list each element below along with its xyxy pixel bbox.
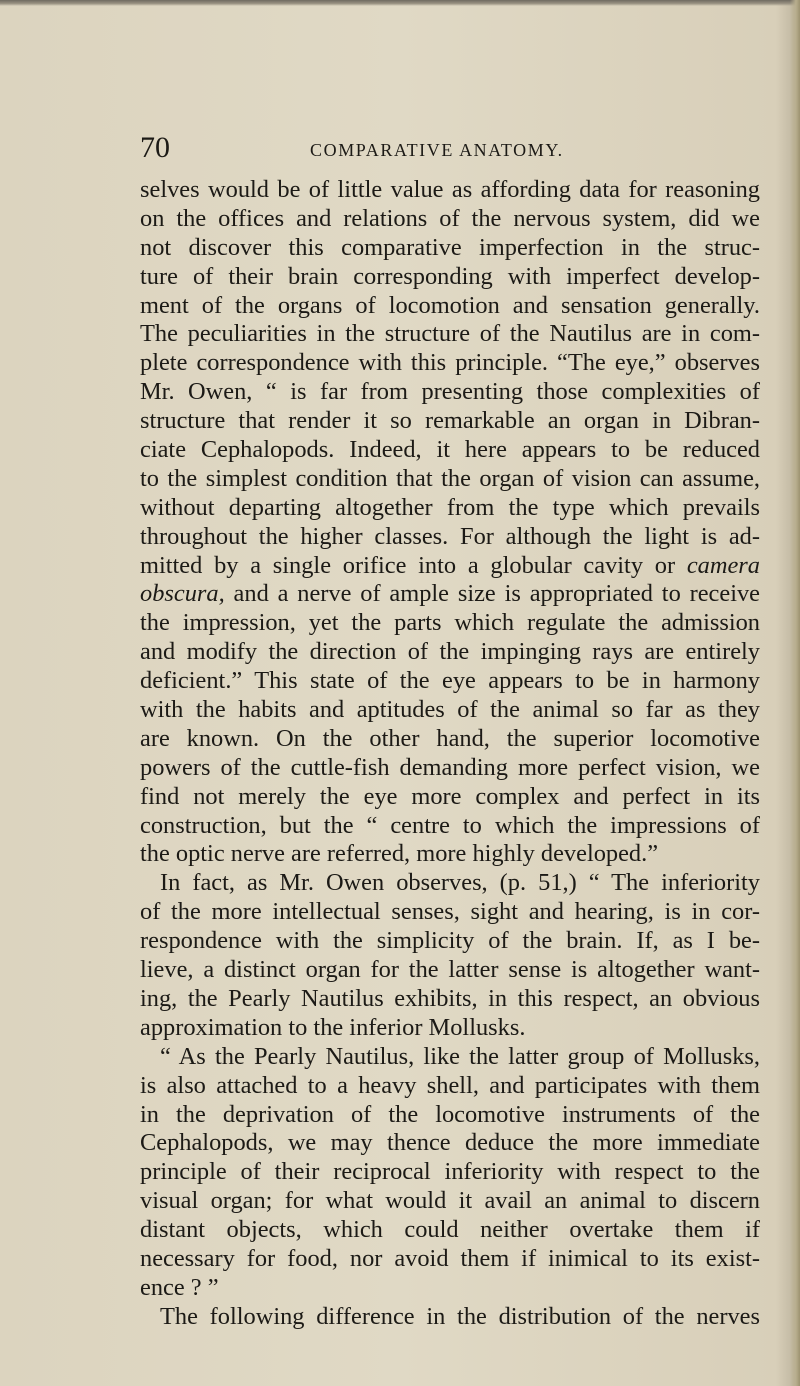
page-header: [140, 128, 760, 168]
text-line: principle of their reciprocal inferiority with respect to the: [140, 1158, 760, 1186]
text-line: the impression, yet the parts which regulate the admission: [140, 609, 760, 637]
text-line: the optic nerve are referred, more highly developed.”: [140, 840, 659, 868]
running-head: COMPARATIVE ANATOMY.: [310, 140, 564, 160]
text-line: of the more intellectual senses, sight and hearing, is in cor-: [140, 898, 760, 926]
text-line: ing, the Pearly Nautilus exhibits, in this respect, an obvious: [140, 984, 760, 1012]
italic-phrase: obscura,: [140, 580, 225, 608]
page-right-edge: [790, 0, 800, 1386]
text-line: find not merely the eye more complex and perfect in its: [140, 782, 760, 810]
text-line: ment of the organs of locomotion and sensation generally.: [140, 291, 760, 319]
body-text: [140, 176, 760, 1332]
text-line: structure that render it so remarkable an organ in Dibran-: [140, 407, 760, 435]
text-line: respondence with the simplicity of the brain. If, as I be-: [140, 927, 760, 955]
text-line: throughout the higher classes. For although the light is ad-: [140, 522, 760, 550]
italic-phrase: camera: [686, 551, 760, 579]
text-line: Mr. Owen, “ is far from presenting those complexities of: [140, 378, 760, 406]
text-line: with the habits and aptitudes of the animal so far as they: [140, 696, 760, 724]
text-line: powers of the cuttle-fish demanding more perfect vision, we: [140, 753, 760, 781]
text-line: The peculiarities in the structure of the Nautilus are in com-: [140, 320, 760, 348]
text-line: ciate Cephalopods. Indeed, it here appears to be reduced: [140, 436, 760, 464]
text-line-with-italic: [140, 580, 760, 609]
text-line: “ As the Pearly Nautilus, like the latter group of Mollusks,: [160, 1042, 760, 1070]
text-line-with-italic: [140, 552, 760, 581]
page-number: 70: [140, 131, 170, 164]
text-line: is also attached to a heavy shell, and participates with them: [140, 1071, 760, 1099]
text-line: The following difference in the distribution of the nerves: [160, 1302, 760, 1330]
text-line: in the deprivation of the locomotive instruments of the: [140, 1100, 760, 1128]
text-line: deficient.” This state of the eye appears to be in harmony: [140, 667, 760, 695]
text-line: plete correspondence with this principle. “The eye,” observes: [140, 349, 760, 377]
text-line: are known. On the other hand, the superior locomotive: [140, 724, 760, 752]
text-line: visual organ; for what would it avail an animal to discern: [140, 1187, 760, 1215]
text-line: necessary for food, nor avoid them if inimical to its exist-: [140, 1244, 760, 1272]
text-line: on the offices and relations of the nervous system, did we: [140, 204, 760, 232]
text-line: selves would be of little value as affording data for reasoning: [140, 176, 760, 203]
text-line: without departing altogether from the type which prevails: [140, 493, 760, 521]
text-line: approximation to the inferior Mollusks.: [140, 1013, 526, 1041]
text-line: lieve, a distinct organ for the latter sense is altogether want-: [140, 956, 760, 984]
text-line: and modify the direction of the impinging rays are entirely: [140, 638, 760, 666]
text-line: ture of their brain corresponding with imperfect develop-: [140, 262, 760, 290]
text-line: not discover this comparative imperfection in the struc-: [140, 233, 760, 261]
text-fragment: mitted by a single orifice into a globular cavity or: [140, 551, 676, 579]
text-line: distant objects, which could neither overtake them if: [140, 1216, 760, 1244]
text-line: In fact, as Mr. Owen observes, (p. 51,) “ The inferiority: [160, 869, 760, 897]
text-line: ence ? ”: [140, 1273, 219, 1301]
page-top-edge: [0, 0, 800, 6]
text-line: to the simplest condition that the organ of vision can assume,: [140, 464, 760, 492]
text-line: Cephalopods, we may thence deduce the more immediate: [140, 1129, 760, 1157]
text-line: construction, but the “ centre to which the impressions of: [140, 811, 760, 839]
text-fragment: and a nerve of ample size is appropriated to receive: [233, 580, 760, 608]
